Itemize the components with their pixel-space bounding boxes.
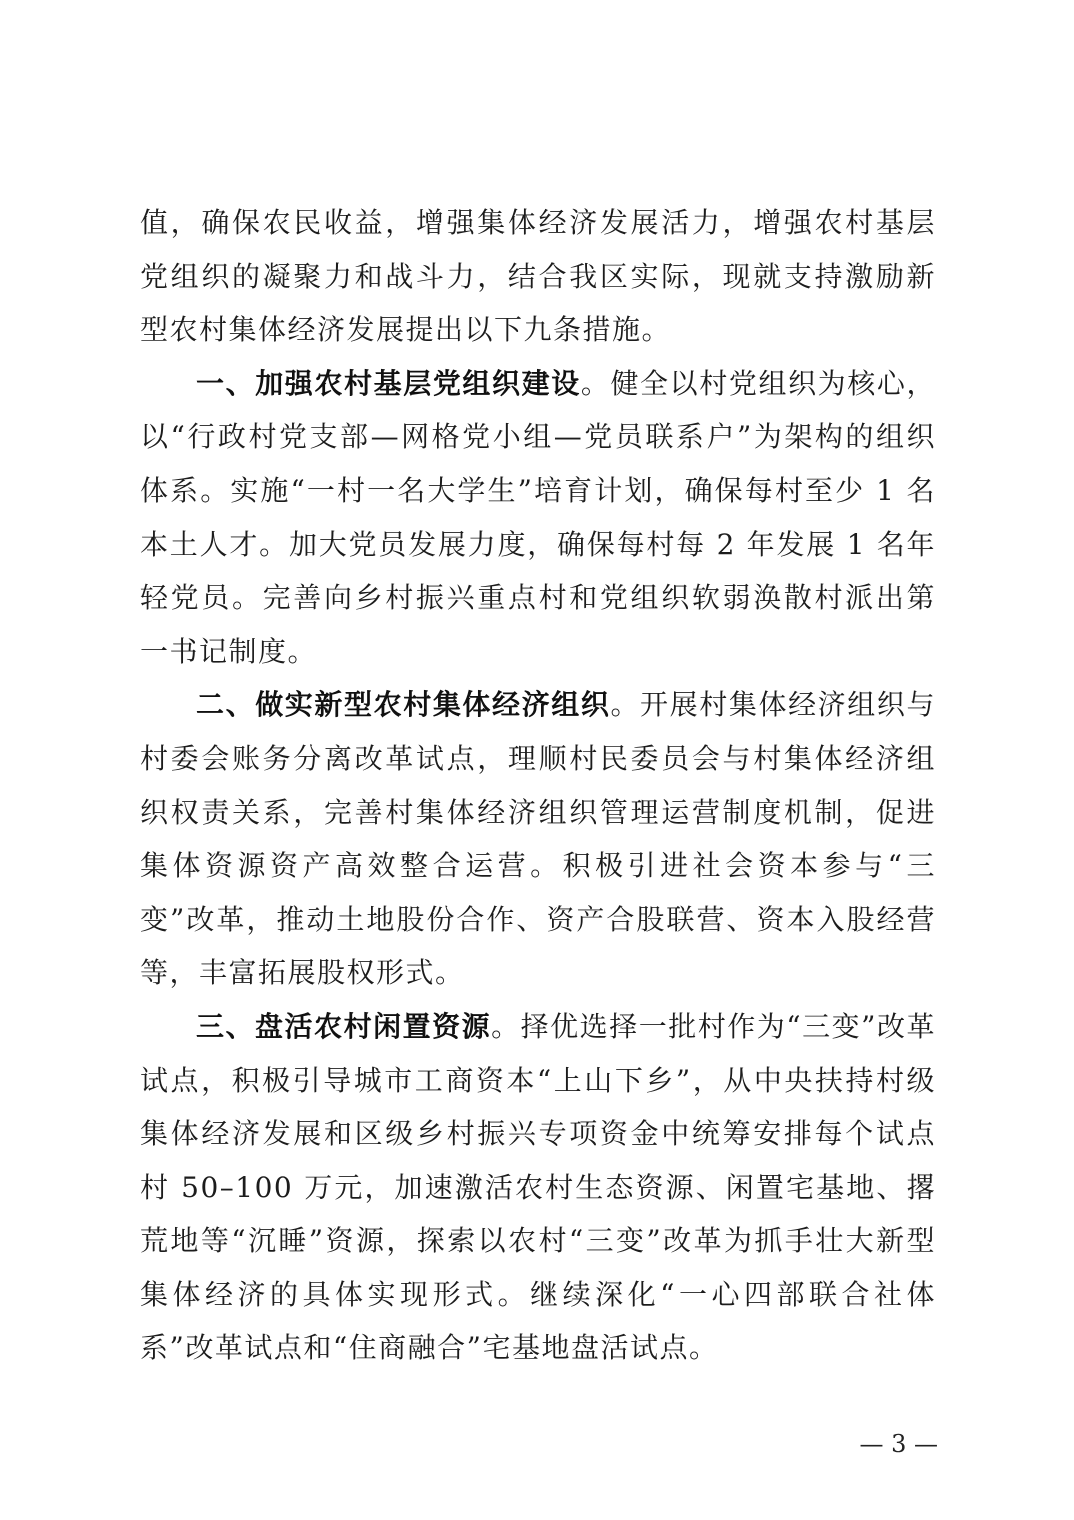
measure-1-heading: 一、加强农村基层党组织建设 bbox=[196, 366, 581, 400]
measure-3-heading: 三、盘活农村闲置资源 bbox=[196, 1009, 492, 1043]
paragraph-measure-2 bbox=[140, 678, 936, 1000]
paragraph-intro bbox=[140, 196, 936, 357]
measure-2-heading: 二、做实新型农村集体经济组织 bbox=[196, 688, 611, 722]
measure-2-text: 。开展村集体经济组织与村委会账务分离改革试点，理顺村民委员会与村集体经济组织权责关系，完善村集体经济组织管理运营制度机制，促进集体资源资产高效整合运营。积极引进社会资本参与“三变”改革，推动土地股份合作、资产合股联营、资本入股经营等，丰富拓展股权形式。 bbox=[140, 688, 936, 990]
document-body bbox=[140, 196, 936, 1375]
measure-3-text: 。择优选择一批村作为“三变”改革试点，积极引导城市工商资本“上山下乡”，从中央扶持村级集体经济发展和区级乡村振兴专项资金中统筹安排每个试点村 50–100 万元，加速激活农村生态资源、闲置宅基地、撂荒地等“沉睡”资源，探索以农村“三变”改革为抓手壮大新型集体经济的具体实现形式。继续深化“一心四部联合社体系”改革试点和“住商融合”宅基地盘活试点。 bbox=[140, 1009, 936, 1365]
page-number: — 3 — bbox=[859, 1430, 938, 1458]
paragraph-intro-text: 值，确保农民收益，增强集体经济发展活力，增强农村基层党组织的凝聚力和战斗力，结合我区实际，现就支持激励新型农村集体经济发展提出以下九条措施。 bbox=[140, 206, 936, 347]
paragraph-measure-3 bbox=[140, 1000, 936, 1375]
measure-1-text: 。健全以村党组织为核心，以“行政村党支部—网格党小组—党员联系户”为架构的组织体系。实施“一村一名大学生”培育计划，确保每村至少 1 名本土人才。加大党员发展力度，确保每村每 2 年发展 1 名年轻党员。完善向乡村振兴重点村和党组织软弱涣散村派出第一书记制度。 bbox=[140, 366, 936, 668]
paragraph-measure-1 bbox=[140, 357, 936, 679]
